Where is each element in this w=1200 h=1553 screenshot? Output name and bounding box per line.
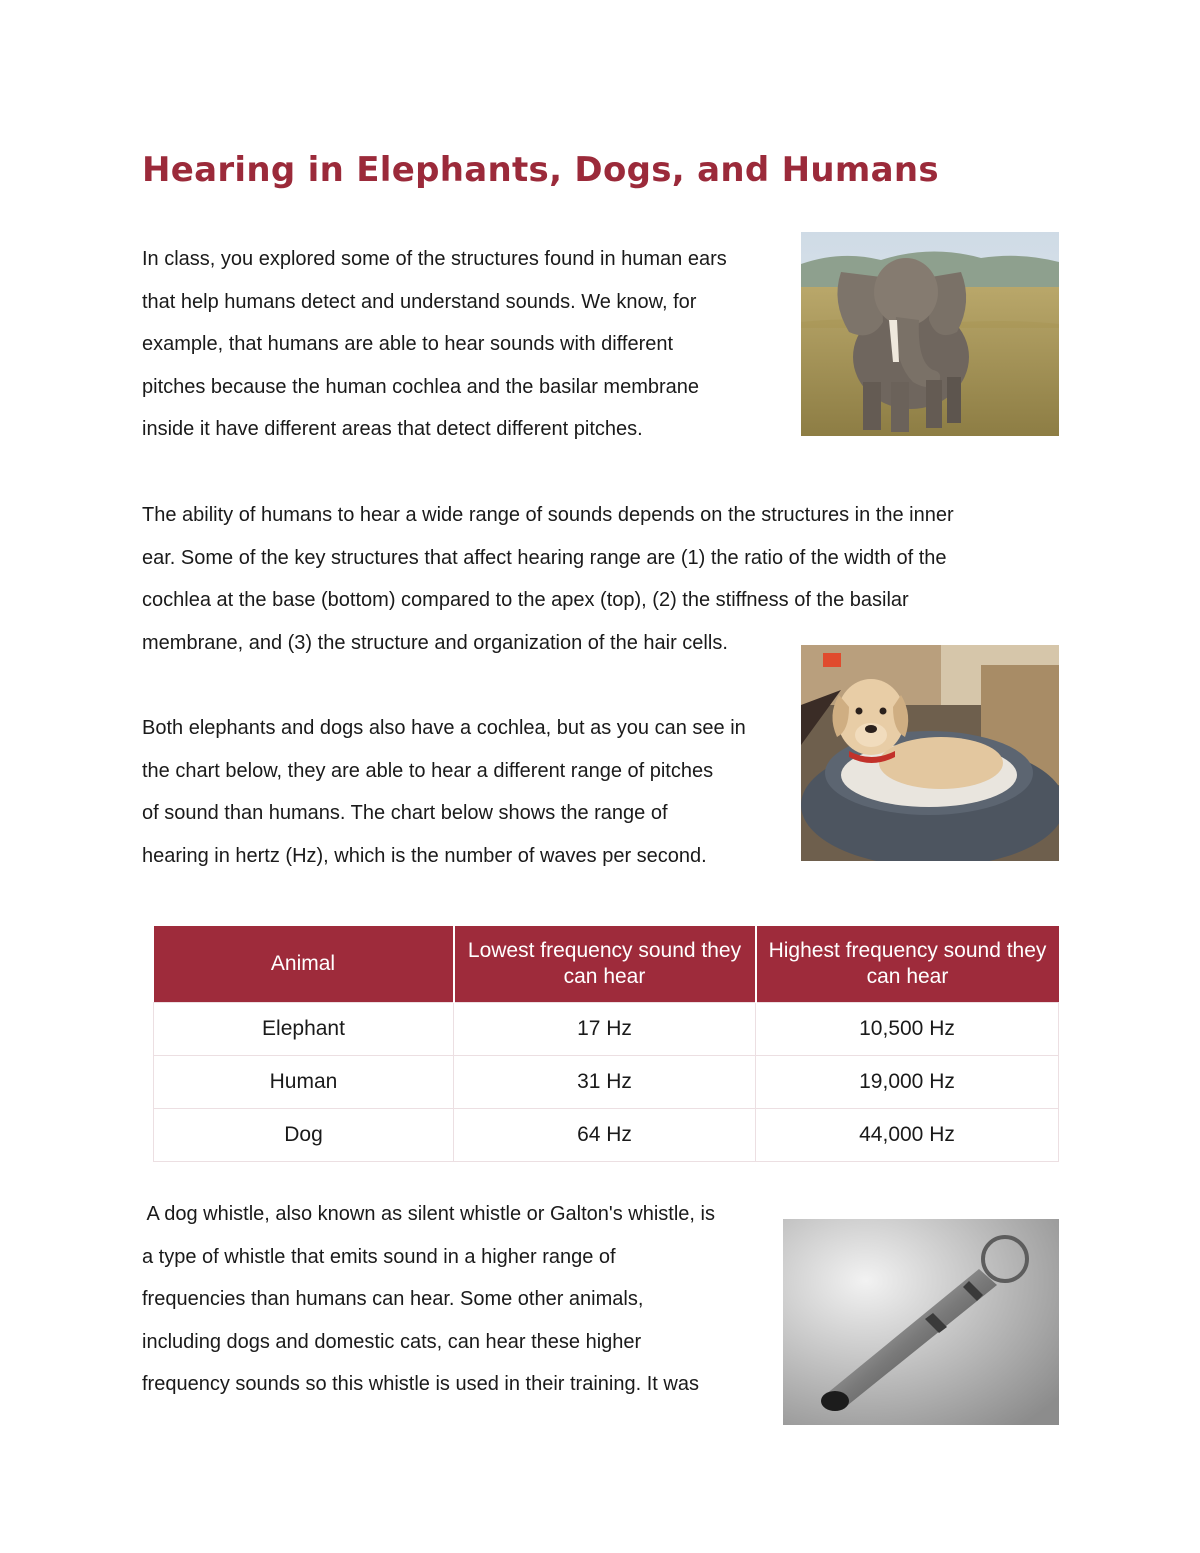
text-line: membrane, and (3) the structure and organization of the hair cells. bbox=[142, 631, 728, 654]
highest-frequency-cell: 10,500 Hz bbox=[756, 1003, 1059, 1056]
text-line: A dog whistle, also known as silent whistle or Galton's whistle, is bbox=[142, 1203, 715, 1225]
intro-paragraph bbox=[142, 238, 727, 451]
column-header: Highest frequency sound they can hear bbox=[756, 926, 1059, 1003]
both-paragraph bbox=[142, 707, 746, 877]
column-header: Animal bbox=[154, 926, 454, 1003]
animal-cell: Dog bbox=[154, 1109, 454, 1162]
ability-paragraph bbox=[142, 494, 954, 664]
table-row bbox=[154, 1056, 1059, 1109]
table-header-row bbox=[154, 926, 1059, 1003]
column-header: Lowest frequency sound they can hear bbox=[454, 926, 756, 1003]
animal-cell: Human bbox=[154, 1056, 454, 1109]
table-row bbox=[154, 1003, 1059, 1056]
table-row bbox=[154, 1109, 1059, 1162]
text-line: that help humans detect and understand sounds. We know, for bbox=[142, 290, 697, 313]
text-line: Both elephants and dogs also have a cochlea, but as you can see in bbox=[142, 717, 746, 739]
lowest-frequency-cell: 31 Hz bbox=[454, 1056, 756, 1109]
highest-frequency-cell: 44,000 Hz bbox=[756, 1109, 1059, 1162]
text-line: a type of whistle that emits sound in a higher range of bbox=[142, 1245, 616, 1268]
text-line: ear. Some of the key structures that affect hearing range are (1) the ratio of the width of the bbox=[142, 546, 947, 569]
text-line: pitches because the human cochlea and the basilar membrane bbox=[142, 375, 700, 398]
dog-photo bbox=[801, 645, 1059, 861]
lowest-frequency-cell: 64 Hz bbox=[454, 1109, 756, 1162]
text-line: cochlea at the base (bottom) compared to the apex (top), (2) the stiffness of the basilar bbox=[142, 589, 909, 611]
hearing-range-table bbox=[153, 926, 1059, 1162]
text-line: frequencies than humans can hear. Some other animals, bbox=[142, 1288, 644, 1310]
text-line: The ability of humans to hear a wide range of sounds depends on the structures in the inner bbox=[142, 504, 954, 526]
text-line: hearing in hertz (Hz), which is the number of waves per second. bbox=[142, 844, 707, 867]
text-line: inside it have different areas that detect different pitches. bbox=[142, 418, 643, 440]
page-title: Hearing in Elephants, Dogs, and Humans bbox=[142, 150, 939, 190]
animal-cell: Elephant bbox=[154, 1003, 454, 1056]
text-line: the chart below, they are able to hear a different range of pitches bbox=[142, 759, 714, 782]
text-line: including dogs and domestic cats, can hear these higher bbox=[142, 1330, 642, 1353]
elephant-photo bbox=[801, 232, 1059, 436]
text-line: example, that humans are able to hear sounds with different bbox=[142, 333, 674, 355]
highest-frequency-cell: 19,000 Hz bbox=[756, 1056, 1059, 1109]
text-line: of sound than humans. The chart below shows the range of bbox=[142, 802, 668, 824]
lowest-frequency-cell: 17 Hz bbox=[454, 1003, 756, 1056]
text-line: frequency sounds so this whistle is used in their training. It was bbox=[142, 1373, 699, 1395]
whistle-paragraph bbox=[142, 1193, 715, 1406]
dog-whistle-photo bbox=[783, 1219, 1059, 1425]
text-line: In class, you explored some of the structures found in human ears bbox=[142, 248, 727, 270]
